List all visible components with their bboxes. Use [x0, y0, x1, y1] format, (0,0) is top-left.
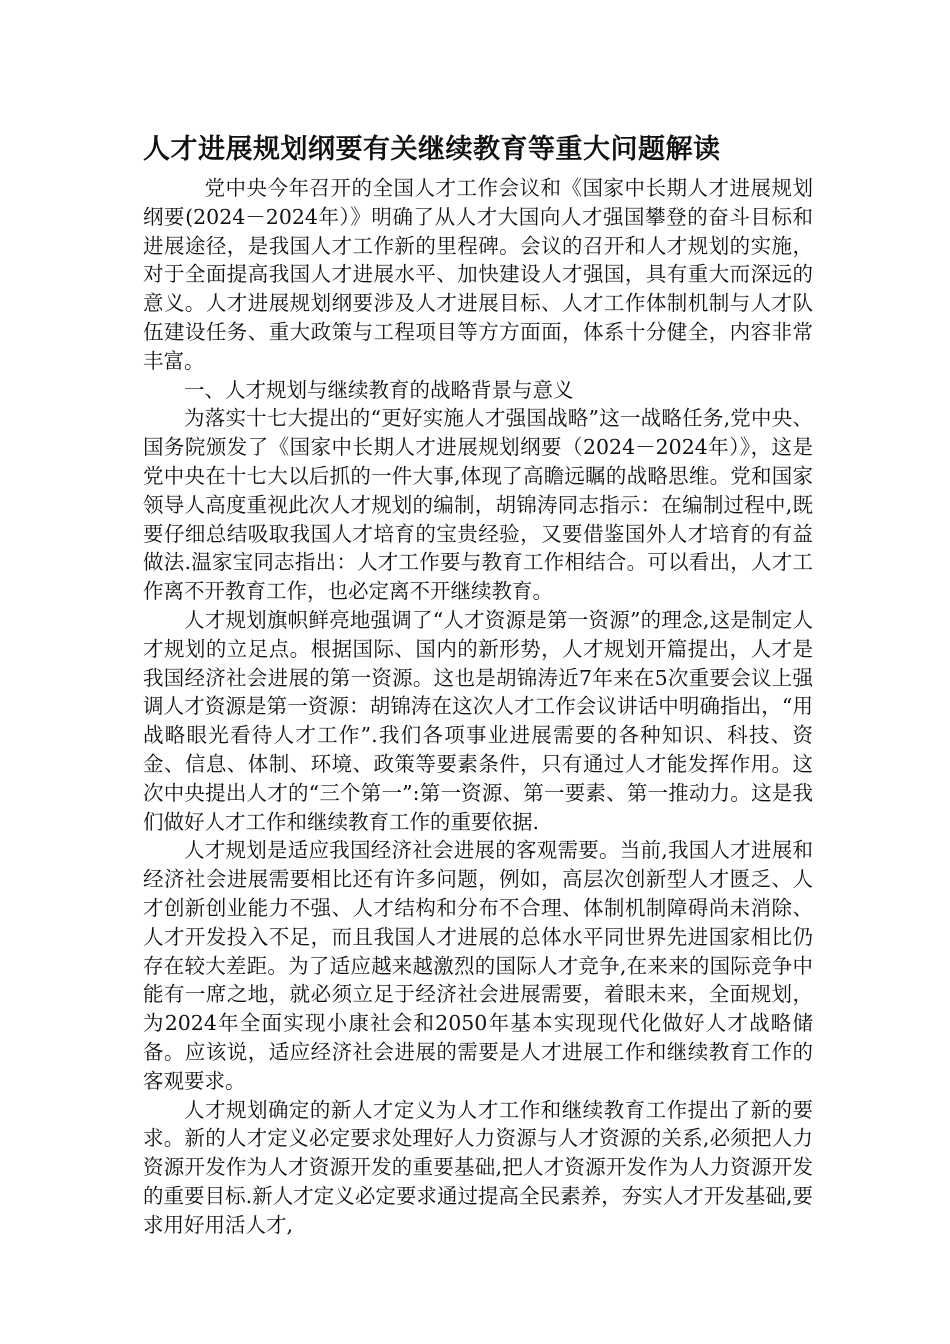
section-heading: 一、人才规划与继续教育的战略背景与意义 [184, 377, 574, 402]
body-paragraph: 人才规划确定的新人才定义为人才工作和继续教育工作提出了新的要求。新的人才定义必定要求处理好人力资源与人才资源的关系,必须把人力资源开发作为人才资源开发的重要基础,把人才资源开发作为人力资源开发的重要目标.新人才定义必定要求通过提高全民素养，夯实人才开发基础,要求用好用活人才, [143, 1097, 813, 1237]
body-paragraph: 人才规划旗帜鲜亮地强调了“人才资源是第一资源”的理念,这是制定人才规划的立足点。根据国际、国内的新形势，人才规划开篇提出，人才是我国经济社会进展的第一资源。这也是胡锦涛近7年来在5次重要会议上强调人才资源是第一资源：胡锦涛在这次人才工作会议讲话中明确指出，“用战略眼光看待人才工作”.我们各项事业进展需要的各种知识、科技、资金、信息、体制、环境、政策等要素条件，只有通过人才能发挥作用。这次中央提出人才的“三个第一”:第一资源、第一要素、第一推动力。这是我们做好人才工作和继续教育工作的重要依据. [143, 607, 813, 834]
document-page [143, 128, 813, 1239]
document-title: 人才进展规划纲要有关继续教育等重大问题解读 [143, 134, 721, 165]
intro-paragraph: 党中央今年召开的全国人才工作会议和《国家中长期人才进展规划纲要(2024－2024年）》明确了从人才大国向人才强国攀登的奋斗目标和进展途径，是我国人才工作新的里程碑。会议的召开和人才规划的实施，对于全面提高我国人才进展水平、加快建设人才强国，具有重大而深远的意义。人才进展规划纲要涉及人才进展目标、人才工作体制机制与人才队伍建设任务、重大政策与工程项目等方方面面，体系十分健全，内容非常丰富。 [143, 176, 813, 373]
body-paragraph: 人才规划是适应我国经济社会进展的客观需要。当前,我国人才进展和经济社会进展需要相比还有许多问题，例如，高层次创新型人才匮乏、人才创新创业能力不强、人才结构和分布不合理、体制机制障碍尚未消除、人才开发投入不足，而且我国人才进展的总体水平同世界先进国家相比仍存在较大差距。为了适应越来越激烈的国际人才竞争,在来来的国际竞争中能有一席之地，就必须立足于经济社会进展需要，着眼未来，全面规划，为2024年全面实现小康社会和2050年基本实现现代化做好人才战略储备。应该说，适应经济社会进展的需要是人才进展工作和继续教育工作的客观要求。 [143, 838, 813, 1093]
body-paragraph: 为落实十七大提出的“更好实施人才强国战略”这一战略任务,党中央、国务院颁发了《国家中长期人才进展规划纲要（2024－2024年）》，这是党中央在十七大以后抓的一件大事,体现了高瞻远瞩的战略思维。党和国家领导人高度重视此次人才规划的编制，胡锦涛同志指示：在编制过程中,既要仔细总结吸取我国人才培育的宝贵经验，又要借鉴国外人才培育的有益做法.温家宝同志指出：人才工作要与教育工作相结合。可以看出，人才工作离不开教育工作，也必定离不开继续教育。 [143, 406, 813, 604]
